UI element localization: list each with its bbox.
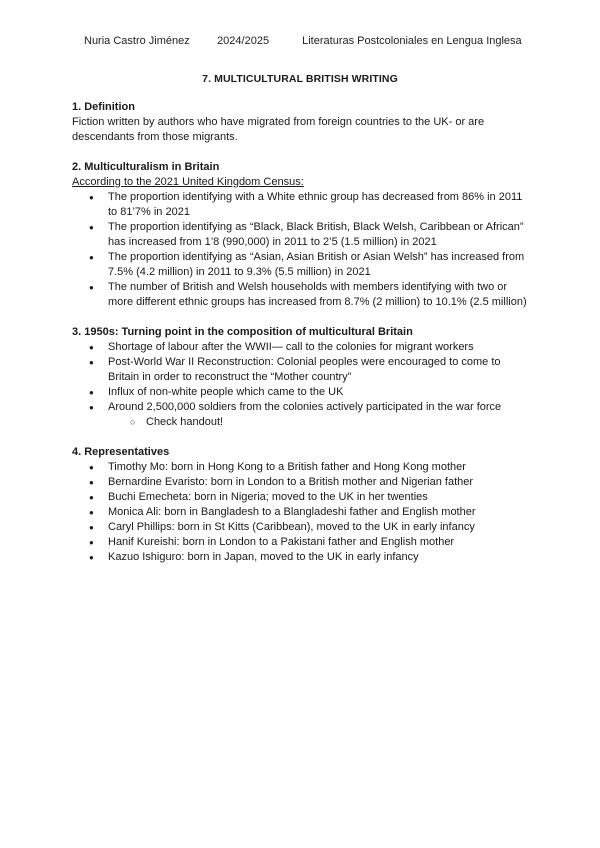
header-author: Nuria Castro Jiménez xyxy=(84,35,190,47)
list-item: ● Timothy Mo: born in Hong Kong to a British father and Hong Kong mother xyxy=(72,460,532,475)
nested-bullet-list xyxy=(72,415,532,430)
list-item: ● Hanif Kureishi: born in London to a Pakistani father and English mother xyxy=(72,535,532,550)
census-subheading: According to the 2021 United Kingdom Census: xyxy=(72,176,304,188)
section-heading: 1. Definition xyxy=(72,101,135,113)
section-definition xyxy=(72,100,532,145)
section-multiculturalism xyxy=(72,160,532,310)
bullet-list xyxy=(72,460,532,565)
document-body xyxy=(72,100,532,580)
bullet-list xyxy=(72,190,532,310)
list-item: ● The proportion identifying as “Black, Black British, Black Welsh, Caribbean or African” has increased from 1’8 (990,000) in 2011 to 2’5 (1.5 million) in 2021 xyxy=(72,220,532,250)
section-heading: 3. 1950s: Turning point in the composition of multicultural Britain xyxy=(72,326,413,338)
list-item: ● Shortage of labour after the WWII— call to the colonies for migrant workers xyxy=(72,340,532,355)
list-item: ● Buchi Emecheta: born in Nigeria; moved to the UK in her twenties xyxy=(72,490,532,505)
list-item: ● The number of British and Welsh households with members identifying with two or more different ethnic groups has increased from 8.7% (2 million) to 10.1% (2.5 million) xyxy=(72,280,532,310)
section-turning-point xyxy=(72,325,532,430)
header-course: Literaturas Postcoloniales en Lengua Inglesa xyxy=(302,35,522,47)
definition-text: Fiction written by authors who have migrated from foreign countries to the UK- or are descendants from those migrants. xyxy=(72,116,485,143)
document-title: 7. MULTICULTURAL BRITISH WRITING xyxy=(202,73,398,85)
list-item: ○ Check handout! xyxy=(72,415,532,430)
list-item: ● Caryl Phillips: born in St Kitts (Caribbean), moved to the UK in early infancy xyxy=(72,520,532,535)
list-item: ● Bernardine Evaristo: born in London to a British mother and Nigerian father xyxy=(72,475,532,490)
section-representatives xyxy=(72,445,532,565)
list-item: ● The proportion identifying with a White ethnic group has decreased from 86% in 2011 to 81’7% in 2021 xyxy=(72,190,532,220)
bullet-list xyxy=(72,340,532,415)
section-heading: 2. Multiculturalism in Britain xyxy=(72,161,220,173)
list-item: ● Monica Ali: born in Bangladesh to a Blangladeshi father and English mother xyxy=(72,505,532,520)
list-item: ● The proportion identifying as “Asian, Asian British or Asian Welsh” has increased from 7.5% (4.2 million) in 2011 to 9.3% (5.5 million) in 2021 xyxy=(72,250,532,280)
page-header xyxy=(84,34,540,49)
list-item: ● Post-World War II Reconstruction: Colonial peoples were encouraged to come to Britain in order to reconstruct the “Mother country” xyxy=(72,355,532,385)
section-heading: 4. Representatives xyxy=(72,446,170,458)
list-item: ● Influx of non-white people which came to the UK xyxy=(72,385,532,400)
list-item: ● Kazuo Ishiguro: born in Japan, moved to the UK in early infancy xyxy=(72,550,532,565)
list-item: ● Around 2,500,000 soldiers from the colonies actively participated in the war force xyxy=(72,400,532,415)
header-year: 2024/2025 xyxy=(217,35,270,47)
